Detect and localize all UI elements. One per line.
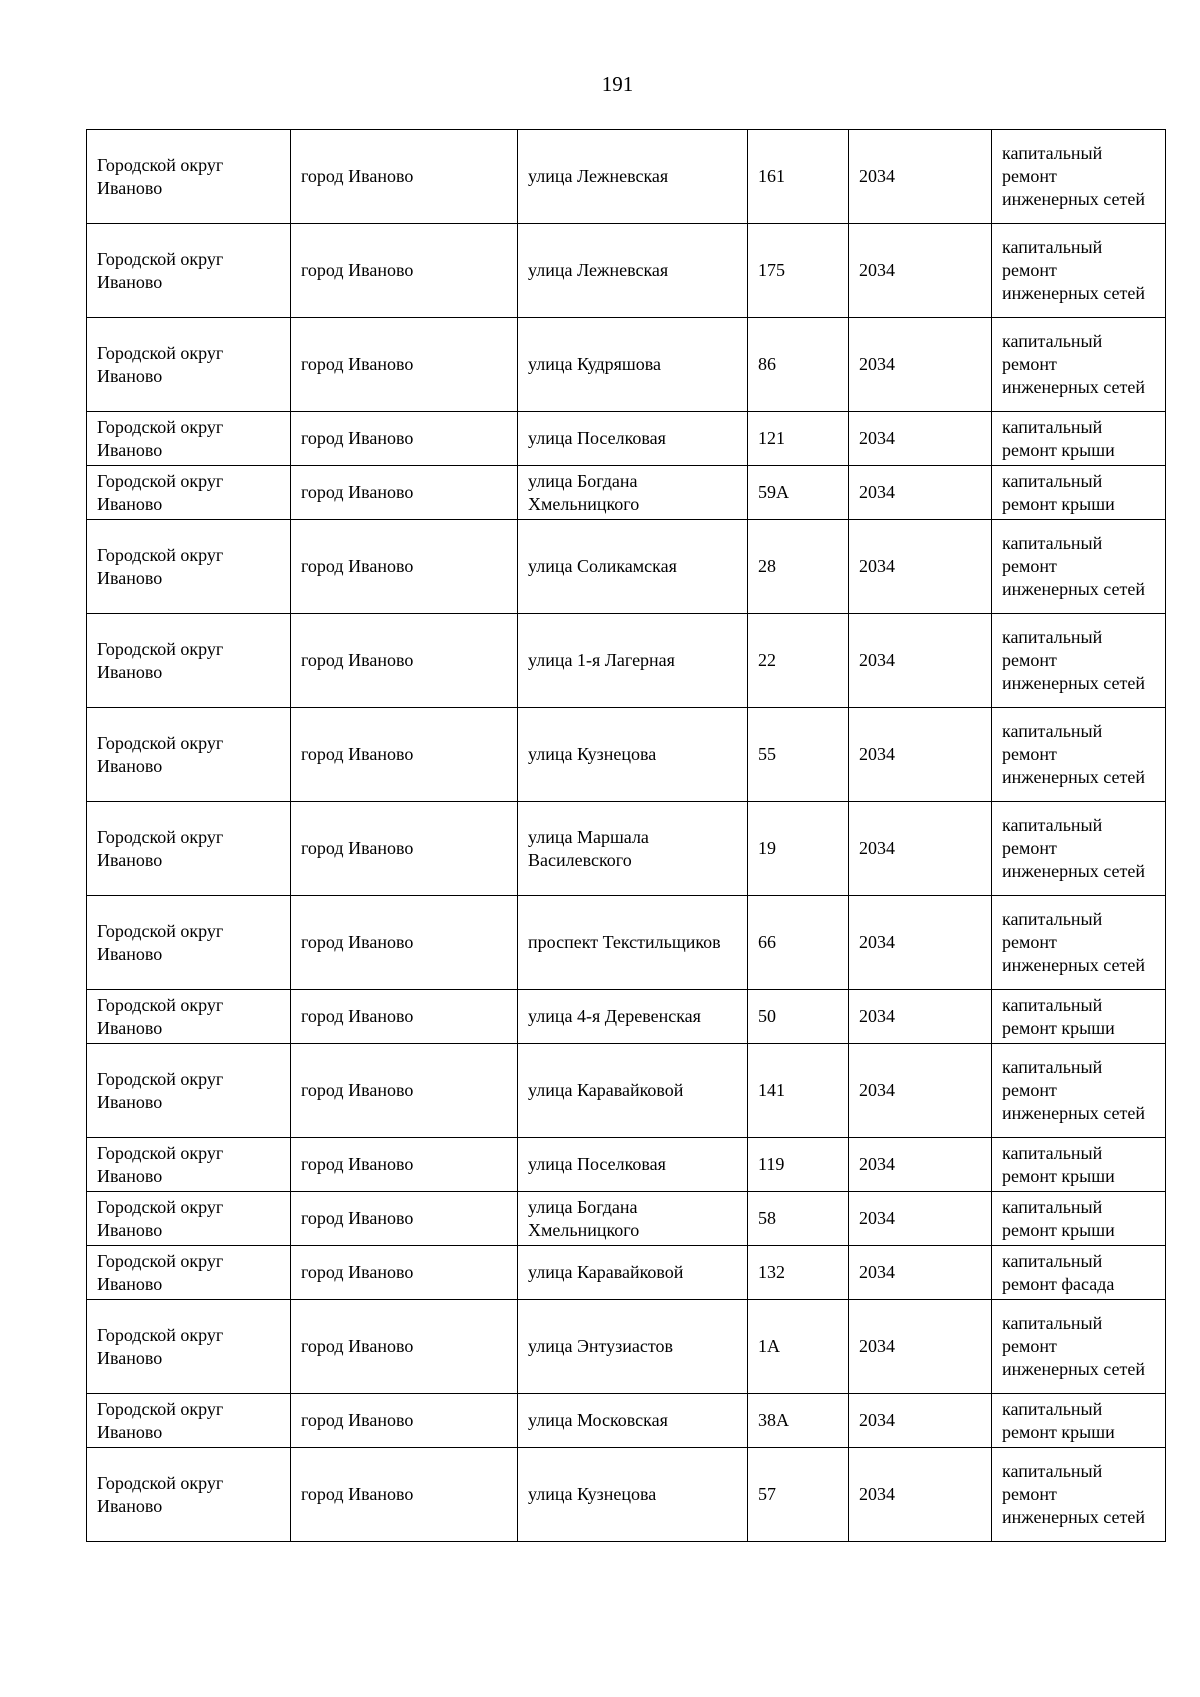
work-type-cell: капитальный ремонт инженерных сетей bbox=[992, 224, 1166, 318]
street-cell: улица Кудряшова bbox=[518, 318, 748, 412]
district-cell: Городской округ Иваново bbox=[87, 224, 291, 318]
street-cell: улица Богдана Хмельницкого bbox=[518, 466, 748, 520]
work-type-cell: капитальный ремонт инженерных сетей bbox=[992, 130, 1166, 224]
work-type-cell: капитальный ремонт инженерных сетей bbox=[992, 520, 1166, 614]
page-number: 191 bbox=[601, 72, 634, 96]
district-cell: Городской округ Иваново bbox=[87, 130, 291, 224]
street-cell: улица Поселковая bbox=[518, 412, 748, 466]
work-type-cell: капитальный ремонт крыши bbox=[992, 1138, 1166, 1192]
year-cell: 2034 bbox=[849, 1044, 992, 1138]
street-cell: улица Соликамская bbox=[518, 520, 748, 614]
district-cell: Городской округ Иваново bbox=[87, 896, 291, 990]
street-cell: улица 1-я Лагерная bbox=[518, 614, 748, 708]
work-type-cell: капитальный ремонт крыши bbox=[992, 466, 1166, 520]
table-row bbox=[87, 1246, 1166, 1300]
table-row bbox=[87, 1300, 1166, 1394]
street-cell: проспект Текстильщиков bbox=[518, 896, 748, 990]
settlement-cell: город Иваново bbox=[291, 1394, 518, 1448]
house-number-cell: 57 bbox=[748, 1448, 849, 1542]
work-type-cell: капитальный ремонт инженерных сетей bbox=[992, 708, 1166, 802]
street-cell: улица Энтузиастов bbox=[518, 1300, 748, 1394]
street-cell: улица Поселковая bbox=[518, 1138, 748, 1192]
work-type-cell: капитальный ремонт крыши bbox=[992, 1192, 1166, 1246]
district-cell: Городской округ Иваново bbox=[87, 520, 291, 614]
district-cell: Городской округ Иваново bbox=[87, 1300, 291, 1394]
year-cell: 2034 bbox=[849, 1138, 992, 1192]
table-row bbox=[87, 412, 1166, 466]
house-number-cell: 19 bbox=[748, 802, 849, 896]
street-cell: улица Кузнецова bbox=[518, 708, 748, 802]
street-cell: улица Каравайковой bbox=[518, 1246, 748, 1300]
district-cell: Городской округ Иваново bbox=[87, 614, 291, 708]
district-cell: Городской округ Иваново bbox=[87, 708, 291, 802]
work-type-cell: капитальный ремонт инженерных сетей bbox=[992, 1448, 1166, 1542]
district-cell: Городской округ Иваново bbox=[87, 1192, 291, 1246]
year-cell: 2034 bbox=[849, 224, 992, 318]
table-row bbox=[87, 896, 1166, 990]
house-number-cell: 1А bbox=[748, 1300, 849, 1394]
district-cell: Городской округ Иваново bbox=[87, 1394, 291, 1448]
street-cell: улица 4-я Деревенская bbox=[518, 990, 748, 1044]
table-row bbox=[87, 1044, 1166, 1138]
house-number-cell: 161 bbox=[748, 130, 849, 224]
settlement-cell: город Иваново bbox=[291, 1192, 518, 1246]
house-number-cell: 50 bbox=[748, 990, 849, 1044]
street-cell: улица Московская bbox=[518, 1394, 748, 1448]
table-row bbox=[87, 318, 1166, 412]
settlement-cell: город Иваново bbox=[291, 1300, 518, 1394]
district-cell: Городской округ Иваново bbox=[87, 412, 291, 466]
street-cell: улица Маршала Василевского bbox=[518, 802, 748, 896]
table-row bbox=[87, 708, 1166, 802]
settlement-cell: город Иваново bbox=[291, 130, 518, 224]
table-row bbox=[87, 130, 1166, 224]
settlement-cell: город Иваново bbox=[291, 466, 518, 520]
house-number-cell: 86 bbox=[748, 318, 849, 412]
year-cell: 2034 bbox=[849, 1300, 992, 1394]
table-row bbox=[87, 1192, 1166, 1246]
table-row bbox=[87, 1394, 1166, 1448]
year-cell: 2034 bbox=[849, 990, 992, 1044]
work-type-cell: капитальный ремонт инженерных сетей bbox=[992, 318, 1166, 412]
year-cell: 2034 bbox=[849, 1394, 992, 1448]
street-cell: улица Кузнецова bbox=[518, 1448, 748, 1542]
house-number-cell: 141 bbox=[748, 1044, 849, 1138]
settlement-cell: город Иваново bbox=[291, 520, 518, 614]
registry-table-body bbox=[87, 130, 1166, 1542]
settlement-cell: город Иваново bbox=[291, 896, 518, 990]
work-type-cell: капитальный ремонт инженерных сетей bbox=[992, 1044, 1166, 1138]
year-cell: 2034 bbox=[849, 896, 992, 990]
table-row bbox=[87, 990, 1166, 1044]
work-type-cell: капитальный ремонт фасада bbox=[992, 1246, 1166, 1300]
work-type-cell: капитальный ремонт крыши bbox=[992, 412, 1166, 466]
district-cell: Городской округ Иваново bbox=[87, 1044, 291, 1138]
table-row bbox=[87, 1448, 1166, 1542]
street-cell: улица Лежневская bbox=[518, 224, 748, 318]
year-cell: 2034 bbox=[849, 318, 992, 412]
district-cell: Городской округ Иваново bbox=[87, 802, 291, 896]
house-number-cell: 55 bbox=[748, 708, 849, 802]
settlement-cell: город Иваново bbox=[291, 708, 518, 802]
year-cell: 2034 bbox=[849, 520, 992, 614]
registry-table bbox=[86, 129, 1166, 1542]
year-cell: 2034 bbox=[849, 130, 992, 224]
work-type-cell: капитальный ремонт крыши bbox=[992, 990, 1166, 1044]
settlement-cell: город Иваново bbox=[291, 802, 518, 896]
year-cell: 2034 bbox=[849, 1246, 992, 1300]
year-cell: 2034 bbox=[849, 1192, 992, 1246]
house-number-cell: 121 bbox=[748, 412, 849, 466]
district-cell: Городской округ Иваново bbox=[87, 1448, 291, 1542]
district-cell: Городской округ Иваново bbox=[87, 1138, 291, 1192]
table-row bbox=[87, 1138, 1166, 1192]
work-type-cell: капитальный ремонт инженерных сетей bbox=[992, 896, 1166, 990]
table-row bbox=[87, 466, 1166, 520]
year-cell: 2034 bbox=[849, 708, 992, 802]
house-number-cell: 28 bbox=[748, 520, 849, 614]
settlement-cell: город Иваново bbox=[291, 412, 518, 466]
work-type-cell: капитальный ремонт инженерных сетей bbox=[992, 614, 1166, 708]
house-number-cell: 132 bbox=[748, 1246, 849, 1300]
work-type-cell: капитальный ремонт инженерных сетей bbox=[992, 802, 1166, 896]
work-type-cell: капитальный ремонт крыши bbox=[992, 1394, 1166, 1448]
table-row bbox=[87, 224, 1166, 318]
year-cell: 2034 bbox=[849, 1448, 992, 1542]
house-number-cell: 22 bbox=[748, 614, 849, 708]
district-cell: Городской округ Иваново bbox=[87, 318, 291, 412]
house-number-cell: 38А bbox=[748, 1394, 849, 1448]
house-number-cell: 58 bbox=[748, 1192, 849, 1246]
year-cell: 2034 bbox=[849, 412, 992, 466]
settlement-cell: город Иваново bbox=[291, 224, 518, 318]
street-cell: улица Каравайковой bbox=[518, 1044, 748, 1138]
district-cell: Городской округ Иваново bbox=[87, 990, 291, 1044]
house-number-cell: 175 bbox=[748, 224, 849, 318]
district-cell: Городской округ Иваново bbox=[87, 1246, 291, 1300]
district-cell: Городской округ Иваново bbox=[87, 466, 291, 520]
settlement-cell: город Иваново bbox=[291, 318, 518, 412]
work-type-cell: капитальный ремонт инженерных сетей bbox=[992, 1300, 1166, 1394]
settlement-cell: город Иваново bbox=[291, 990, 518, 1044]
street-cell: улица Богдана Хмельницкого bbox=[518, 1192, 748, 1246]
house-number-cell: 119 bbox=[748, 1138, 849, 1192]
house-number-cell: 59А bbox=[748, 466, 849, 520]
house-number-cell: 66 bbox=[748, 896, 849, 990]
settlement-cell: город Иваново bbox=[291, 1448, 518, 1542]
settlement-cell: город Иваново bbox=[291, 614, 518, 708]
table-row bbox=[87, 614, 1166, 708]
year-cell: 2034 bbox=[849, 802, 992, 896]
year-cell: 2034 bbox=[849, 466, 992, 520]
year-cell: 2034 bbox=[849, 614, 992, 708]
table-row bbox=[87, 520, 1166, 614]
settlement-cell: город Иваново bbox=[291, 1246, 518, 1300]
settlement-cell: город Иваново bbox=[291, 1138, 518, 1192]
settlement-cell: город Иваново bbox=[291, 1044, 518, 1138]
street-cell: улица Лежневская bbox=[518, 130, 748, 224]
table-row bbox=[87, 802, 1166, 896]
